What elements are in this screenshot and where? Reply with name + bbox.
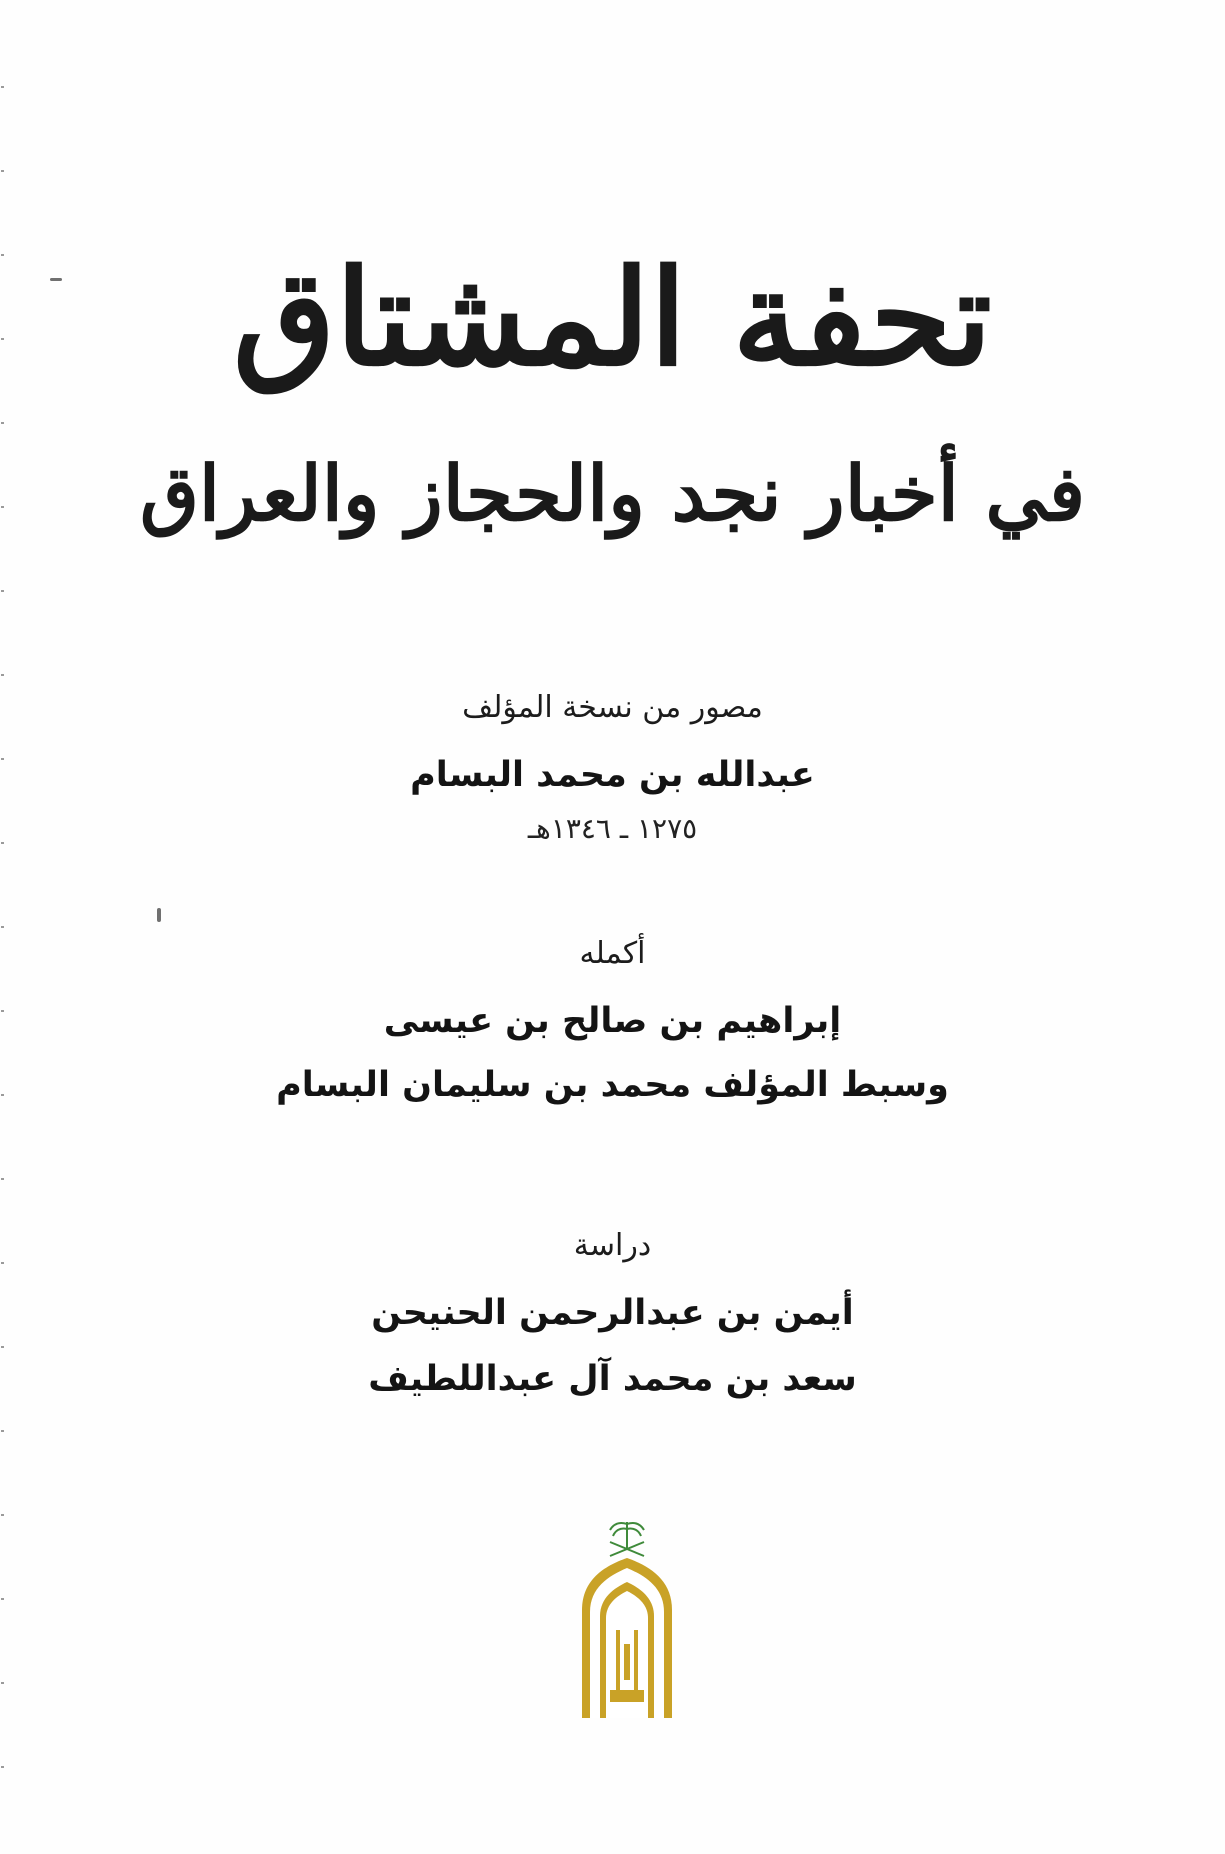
book-title: تحفة المشتاق <box>233 241 992 396</box>
completion-label: أكمله <box>579 936 646 971</box>
study-label: دراسة <box>573 1228 652 1263</box>
completer-name-2: وسبط المؤلف محمد بن سليمان البسام <box>276 1065 949 1105</box>
source-note: مصور من نسخة المؤلف <box>462 690 763 725</box>
dust-speck <box>157 908 161 922</box>
author-name: عبدالله بن محمد البسام <box>410 755 815 795</box>
publisher-arch-icon <box>582 1558 672 1718</box>
scholar-name-2: سعد بن محمد آل عبداللطيف <box>368 1359 857 1399</box>
author-years: ١٢٧٥ ـ ١٣٤٦هـ <box>527 812 698 845</box>
scholar-name-1: أيمن بن عبدالرحمن الحنيحن <box>371 1293 854 1333</box>
palm-swords-emblem-icon <box>610 1522 644 1556</box>
completer-name-1: إبراهيم بن صالح بن عيسى <box>383 1001 842 1041</box>
publisher-logo <box>572 1518 682 1724</box>
book-subtitle: في أخبار نجد والحجاز والعراق <box>139 449 1086 538</box>
